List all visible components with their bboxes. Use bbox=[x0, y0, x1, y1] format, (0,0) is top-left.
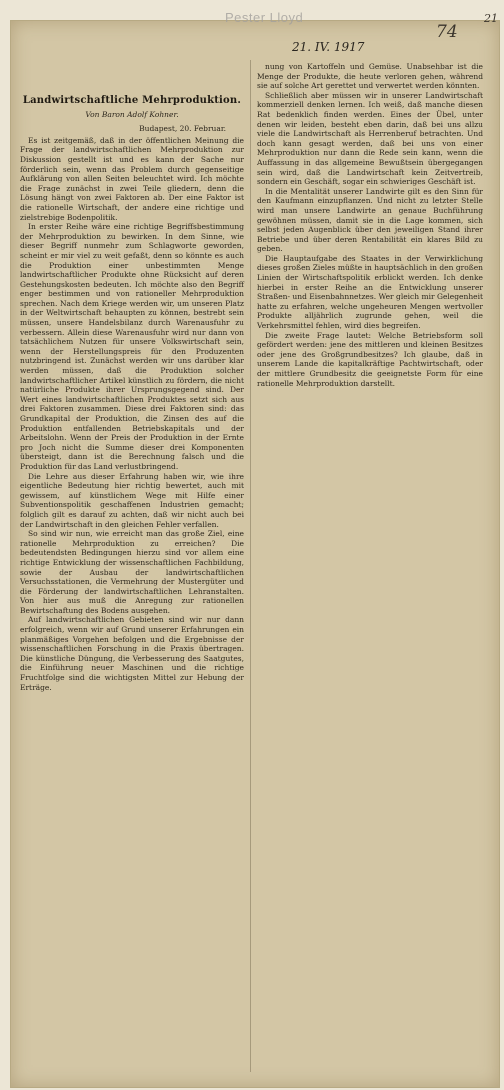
paragraph: Es ist zeitgemäß, daß in der öffentlichen Meinung die Frage der landwirtschaftlichen Mehrproduktion zur Diskussion gestellt ist und es kann der Sache nur förderlich sein, wenn das Problem durch gegenseitige Aufklärung von allen Seiten beleuchtet wird. Ich möchte die Frage zunächst in zwei Teile gliedern, denn die Lösung hängt von zwei Faktoren ab. Der eine Faktor ist die rationelle Wirtschaft, der andere eine richtige und zielstrebige Bodenpolitik. bbox=[20, 135, 244, 222]
paragraph: nung von Kartoffeln und Gemüse. Unabsehbar ist die Menge der Produkte, die heute verloren gehen, während sie auf solche Art gerettet und verwertet werden könnten. bbox=[257, 62, 483, 91]
article-byline: Von Baron Adolf Kohner. bbox=[85, 109, 179, 119]
page-number: 21 bbox=[484, 12, 498, 25]
paragraph: Die Lehre aus dieser Erfahrung haben wir, wie ihre eigentliche Bedeutung hier richtig bewertet, auch mit gewissem, auf künstlichem Wege mit Hilfe einer Subventionspolitik geschaffenen Industrien gemacht; folglich gilt es darauf zu achten, daß wir nicht auch bei der Landwirtschaft in den gleichen Fehler verfallen. bbox=[20, 471, 244, 529]
paragraph: Die zweite Frage lautet: Welche Betriebsform soll gefördert werden: jene des mittleren und kleinen Besitzes oder jene des Großgrundbesitzes? Ich glaube, daß in unserem Lande die kapitalkräftige Pachtwirtschaft, oder der mittlere Grundbesitz die geeignetste Form für eine rationelle Mehrproduktion darstellt. bbox=[257, 330, 483, 388]
paragraph: Auf landwirtschaftlichen Gebieten sind wir nur dann erfolgreich, wenn wir auf Grund unserer Erfahrungen ein planmäßiges Vorgehen befolgen und die Ergebnisse der wissenschaftlichen Forschung in die Praxis übertragen. Die künstliche Düngung, die Verbesserung des Saatgutes, die Einführung neuer Maschinen und die richtige Fruchtfolge sind die wichtigsten Mittel zur Hebung der Erträge. bbox=[20, 615, 244, 692]
right-column bbox=[257, 62, 483, 388]
paragraph: In die Mentalität unserer Landwirte gilt es den Sinn für den Kaufmann einzupflanzen. Und nicht zu letzter Stelle wird man unsere Landwirte an genaue Buchführung gewöhnen müssen, damit sie in die Lage kommen, sich selbst jeden Augenblick über den jeweiligen Stand ihrer Betriebe und über deren Rentabilität ein klares Bild zu geben. bbox=[257, 186, 483, 254]
archive-number: 74 bbox=[436, 22, 458, 42]
handwritten-date: 21. IV. 1917 bbox=[292, 40, 365, 54]
left-column bbox=[20, 96, 244, 692]
paragraph: So sind wir nun, wie erreicht man das große Ziel, eine rationelle Mehrproduktion zu erreichen? Die bedeutendsten Bedingungen hierzu sind vor allem eine richtige Entwicklung der wissenschaftlichen Fachbildung, sowie der Ausbau der landwirtschaftlichen Versuchsstationen, die Vermehrung der Mustergüter und die Förderung der landwirtschaftlichen Lehranstalten. Von hier aus muß die Anregung zur rationellen Bewirtschaftung des Bodens ausgehen. bbox=[20, 529, 244, 615]
paragraph: In erster Reihe wäre eine richtige Begriffsbestimmung der Mehrproduktion zu bewirken. In dem Sinne, wie dieser Begriff nunmehr zum Schlagworte geworden, scheint er mir viel zu weit gefaßt, denn so könnte es auch die Produktion einer unbestimmten Menge landwirtschaftlicher Produkte ohne Rücksicht auf deren Gestehungskosten bedeuten. Ich möchte also den Begriff enger bestimmen und von rationeller Mehrproduktion sprechen. Nach dem Kriege werden wir, um unseren Platz in der Weltwirtschaft behaupten zu können, bestrebt sein müssen, unsere Handelsbilanz durch Warenausfuhr zu verbessern. Allein diese Warenausfuhr wird nur dann von tatsächlichem Nutzen für unsere Volkswirtschaft sein, wenn der Herstellungspreis für den Produzenten nutzbringend ist. Zunächst werden wir uns darüber klar werden müssen, daß die Produktion solcher landwirtschaftlicher Artikel künstlich zu fördern, die nicht natürliche Produkte ihrer Ursprungsgegend sind. Der Wert eines landwirtschaftlichen Produktes setzt sich aus drei Faktoren zusammen. Diese drei Faktoren sind: das Grundkapital der Produktion, die Zinsen des auf die Produktion entfallenden Betriebskapitals und der Arbeitslohn. Wenn der Preis der Produktion in der Ernte pro Joch nicht die Summe dieser drei Komponenten übersteigt, dann ist die Berechnung falsch und die Produktion für das Land verlustbringend. bbox=[20, 222, 244, 471]
paragraph: Die Hauptaufgabe des Staates in der Verwirklichung dieses großen Zieles müßte in hauptsächlich in den großen Linien der Wirtschaftspolitik erblickt werden. Ich denke hierbei in erster Reihe an die Entwicklung unserer Straßen- und Eisenbahnnetzes. Wer gleich mir Gelegenheit hatte zu erfahren, welche ungeheuren Mengen wertvoller Produkte alljährlich zugrunde gehen, weil die Verkehrsmittel fehlen, wird dies begreifen. bbox=[257, 253, 483, 331]
masthead-stamp: Pester Lloyd bbox=[225, 10, 304, 25]
article-headline: Landwirtschaftliche Mehrproduktion. bbox=[22, 95, 242, 106]
paragraph: Schließlich aber müssen wir in unserer Landwirtschaft kommerziell denken lernen. Ich weiß, daß manche diesen Rat bedenklich finden werden. Eines der Übel, unter denen wir leiden, besteht eben darin, daß bei uns allzu viele die Landwirtschaft als Herrenberuf betrachten. Und doch kann gesagt werden, daß bei uns von einer Mehrproduktion nur dann die Rede sein kann, wenn die Auffassung in das allgemeine Bewußtsein übergegangen sein wird, daß die Landwirtschaft kein Zeitvertreib, sondern ein Geschäft, sogar ein schwieriges Geschäft ist. bbox=[257, 90, 483, 187]
column-divider bbox=[250, 60, 251, 1072]
article-dateline: Budapest, 20. Februar. bbox=[139, 124, 226, 134]
